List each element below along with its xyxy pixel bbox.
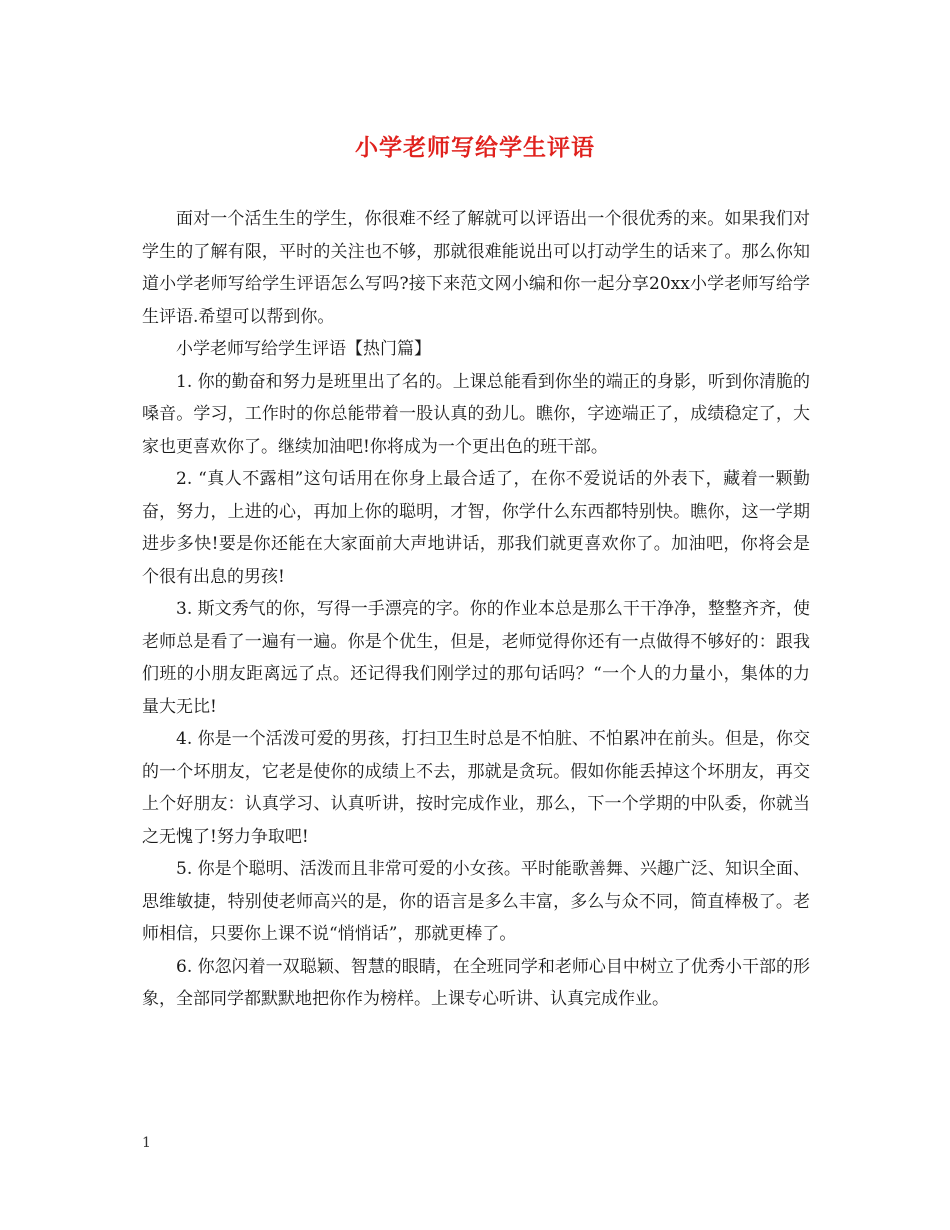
comment-paragraph-3: 3. 斯文秀气的你，写得一手漂亮的字。你的作业本总是那么干干净净，整整齐齐，使老师总是看了一遍有一遍。你是个优生，但是，老师觉得你还有一点做得不够好的：跟我们班的小朋友距离远了点。还记得我们刚学过的那句话吗？“一个人的力量小，集体的力量大无比! <box>142 599 810 717</box>
comment-paragraph-4: 4. 你是一个活泼可爱的男孩，打扫卫生时总是不怕脏、不怕累冲在前头。但是，你交的一个坏朋友，它老是使你的成绩上不去，那就是贪玩。假如你能丢掉这个坏朋友，再交上个好朋友：认真学习、认真听讲，按时完成作业，那么，下一个学期的中队委，你就当之无愧了!努力争取吧! <box>142 729 810 847</box>
comment-paragraph-2: 2. “真人不露相”这句话用在你身上最合适了，在你不爱说话的外表下，藏着一颗勤奋，努力，上进的心，再加上你的聪明，才智，你学什么东西都特别快。瞧你，这一学期进步多快!要是你还能在大家面前大声地讲话，那我们就更喜欢你了。加油吧，你将会是个很有出息的男孩! <box>142 469 810 587</box>
comment-paragraph-5: 5. 你是个聪明、活泼而且非常可爱的小女孩。平时能歌善舞、兴趣广泛、知识全面、思维敏捷，特别使老师高兴的是，你的语言是多么丰富，多么与众不同，简直棒极了。老师相信，只要你上课不说“悄悄话”，那就更棒了。 <box>142 859 810 944</box>
document-body <box>142 203 810 1016</box>
page-number: 1 <box>142 1135 151 1151</box>
document-title: 小学老师写给学生评语 <box>355 134 595 161</box>
intro-paragraph: 面对一个活生生的学生，你很难不经了解就可以评语出一个很优秀的来。如果我们对学生的了解有限，平时的关注也不够，那就很难能说出可以打动学生的话来了。那么你知道小学老师写给学生评语怎么写吗?接下来范文网小编和你一起分享20xx小学老师写给学生评语.希望可以帮到你。 <box>142 209 810 327</box>
comment-paragraph-1: 1. 你的勤奋和努力是班里出了名的。上课总能看到你坐的端正的身影，听到你清脆的嗓音。学习，工作时的你总能带着一股认真的劲儿。瞧你，字迹端正了，成绩稳定了，大家也更喜欢你了。继续加油吧!你将成为一个更出色的班干部。 <box>142 371 810 457</box>
section-heading: 小学老师写给学生评语【热门篇】 <box>176 339 431 359</box>
comment-paragraph-6: 6. 你忽闪着一双聪颖、智慧的眼睛，在全班同学和老师心目中树立了优秀小干部的形象，全部同学都默默地把你作为榜样。上课专心听讲、认真完成作业。 <box>142 956 810 1009</box>
